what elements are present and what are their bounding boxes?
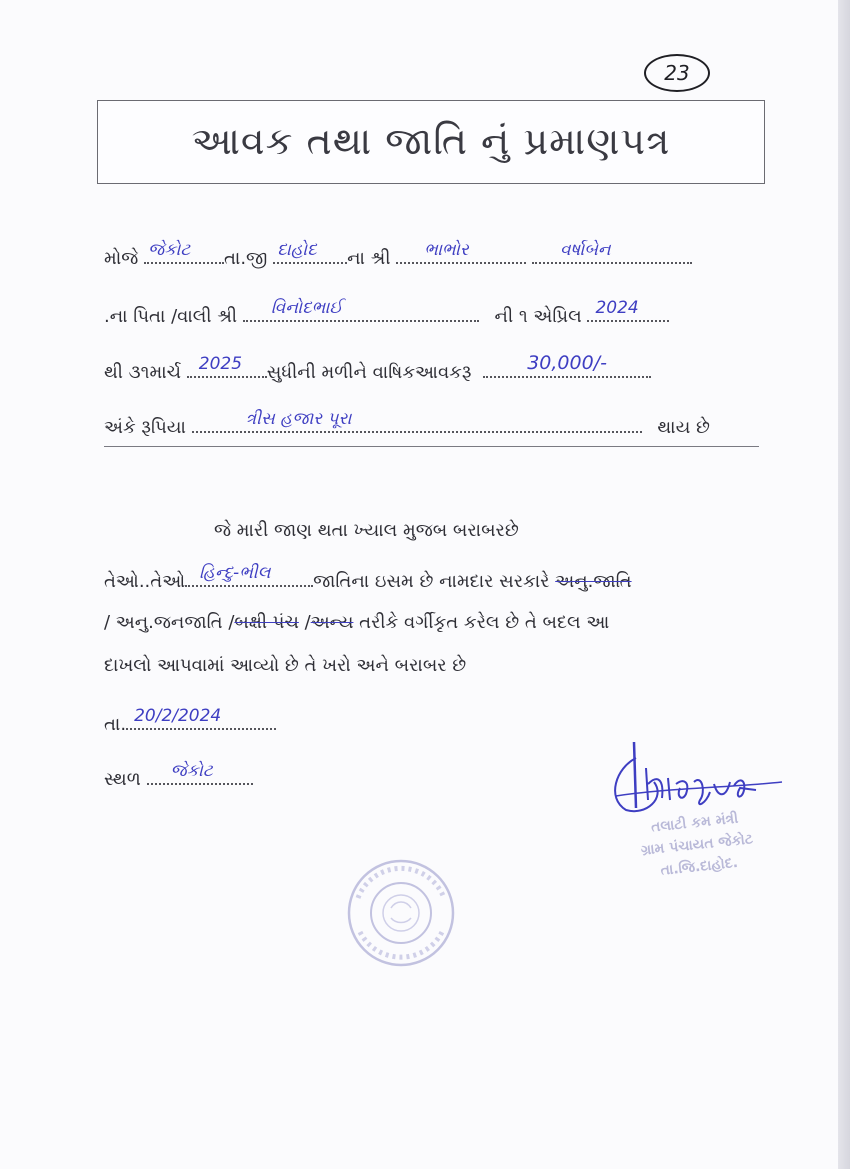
- label-father: .ના પિતા /વાલી શ્રી: [104, 306, 238, 327]
- field-village: [144, 240, 224, 264]
- option-st: / અનુ.જનજાતિ /: [104, 612, 235, 633]
- field-place: [147, 761, 253, 785]
- father-value: વિનોદભાઈ: [270, 298, 343, 318]
- label-shri: ના શ્રી: [347, 248, 391, 269]
- para-line-2: [104, 563, 632, 592]
- given-name-value: વર્ષાબેન: [559, 240, 611, 260]
- words-value: ત્રીસ હજાર પૂરા: [245, 409, 352, 429]
- taluka-value: દાહોદ: [277, 240, 317, 260]
- label-to-march: થી ૩૧માર્ચ: [104, 362, 182, 383]
- date-value: 20/2/2024: [134, 706, 222, 726]
- field-date: [126, 706, 276, 730]
- para-classified-text: તરીકે વર્ગીકૃત કરેલ છે તે બદલ આ: [359, 612, 610, 633]
- income-value: 30,000/-: [527, 352, 607, 374]
- year-to-value: 2025: [198, 354, 243, 374]
- label-taluka: તા.જી: [223, 248, 268, 269]
- stamp-line-3: તા.જિ.દાહોદ.: [659, 854, 739, 879]
- year-from-value: 2024: [595, 298, 639, 318]
- title-box: [97, 100, 765, 184]
- label-from-april: ની ૧ એપ્રિલ: [494, 306, 582, 327]
- stamp-line-2: ગ્રામ પંચાયત જેકોટ: [640, 831, 754, 859]
- place-label: સ્થળ: [104, 769, 141, 790]
- label-in-words: અંકે રૂપિયા: [104, 417, 186, 438]
- date-label: તા.: [104, 714, 127, 735]
- place-value: જેકોટ: [170, 761, 213, 781]
- round-seal: [346, 858, 456, 968]
- field-name-surname: [396, 240, 526, 264]
- option-sc: અનુ.જાતિ: [555, 571, 632, 592]
- field-father: [243, 298, 479, 322]
- field-year-from: [587, 298, 669, 322]
- label-they: તેઓ..તેઓ: [104, 571, 186, 592]
- divider-line: [104, 446, 759, 447]
- label-annual-income: સુધીની મળીને વાષિકઆવકરૂ: [266, 362, 472, 383]
- field-income: [483, 352, 651, 378]
- para-line-4: દાખલો આપવામાં આવ્યો છે તે ખરો અને બરાબર છે: [104, 655, 467, 676]
- caste-value: હિન્દુ-ભીલ: [199, 563, 271, 583]
- surname-value: ભાભોર: [424, 240, 469, 260]
- paper-edge: [838, 0, 850, 1169]
- line-income: [104, 352, 651, 383]
- place-line: [104, 761, 253, 790]
- option-obc: બક્ષી પંચ: [234, 612, 299, 633]
- para-line-3: [104, 612, 609, 633]
- option-other: અન્ય: [310, 612, 354, 633]
- line-village: [104, 240, 692, 269]
- field-caste: [185, 563, 313, 587]
- para-line-1: જે મારી જાણ થતા ખ્યાલ મુજબ બરાબરછે: [214, 520, 519, 541]
- field-year-to: [187, 354, 267, 378]
- separator: /: [304, 612, 311, 633]
- page-number: 23: [644, 54, 710, 92]
- line-words: [104, 409, 710, 438]
- date-line: [104, 706, 276, 735]
- para-caste-text: જાતિના ઇસમ છે નામદાર સરકારે: [313, 571, 550, 592]
- label-becomes: થાય છે: [657, 417, 710, 438]
- label-moje: મોજે: [104, 248, 139, 269]
- page-title: આવક તથા જાતિ નું પ્રમાણપત્ર: [191, 119, 671, 163]
- field-words: [192, 409, 642, 433]
- stamp-line-1: તલાટી કમ મંત્રી: [650, 810, 740, 836]
- village-value: જેકોટ: [147, 240, 191, 260]
- field-name-given: [532, 240, 692, 264]
- field-taluka: [273, 240, 347, 264]
- line-father: [104, 298, 669, 327]
